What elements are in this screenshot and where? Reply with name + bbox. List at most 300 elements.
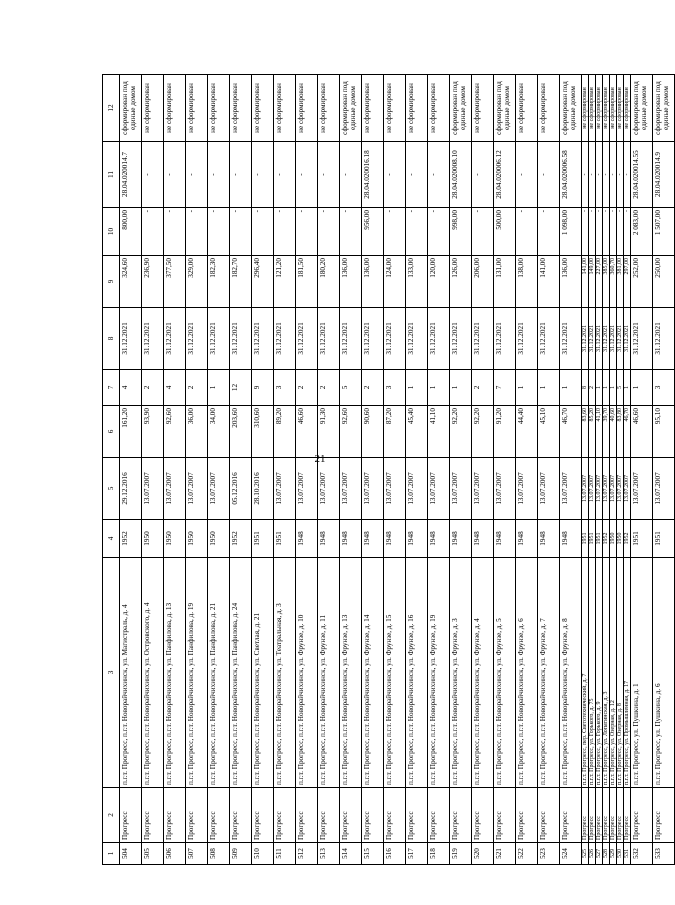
- cell-cost: 141,00: [538, 256, 560, 308]
- table-row: [274, 75, 296, 865]
- cell-cost: 182,70: [230, 256, 252, 308]
- cell-residents: 2: [296, 370, 318, 406]
- cell-area: 91,20: [494, 406, 516, 458]
- cell-date: 13.07.2007: [340, 458, 362, 520]
- cell-row-number: 523: [538, 843, 560, 865]
- cell-date: 13.07.2007: [318, 458, 340, 520]
- cell-amount: -: [589, 208, 596, 256]
- cell-row-number: 514: [340, 843, 362, 865]
- cell-status: не сформирован: [610, 75, 617, 142]
- cell-cadastral-number: 28.04.020006.12: [494, 142, 516, 208]
- column-header: 3: [103, 558, 120, 788]
- cell-settlement: Прогресс: [450, 788, 472, 843]
- cell-residents: 1: [610, 370, 617, 406]
- column-header: 11: [103, 142, 120, 208]
- table-row: [230, 75, 252, 865]
- table-row: [186, 75, 208, 865]
- cell-residents: 1: [631, 370, 653, 406]
- cell-deadline: 31.12.2021: [230, 308, 252, 370]
- table-row: [617, 75, 624, 865]
- cell-date: 13.07.2007: [406, 458, 428, 520]
- cell-date: 13.07.2007: [596, 458, 603, 520]
- cell-area: 95,10: [653, 406, 675, 458]
- cell-address: п.г.т. Прогресс, п.г.т. Новорайчихинск, ул. Панфилова, д. 19: [186, 558, 208, 788]
- cell-status: не сформирован: [186, 75, 208, 142]
- cell-row-number: 512: [296, 843, 318, 865]
- cell-status: сформирован под единые домом: [450, 75, 472, 142]
- cell-address: п.г.т. Прогресс, п.г.т. Новорайчихинск, ул. Фрунзе, д. 3: [450, 558, 472, 788]
- cell-area: 90,60: [362, 406, 384, 458]
- cell-cost: 131,00: [494, 256, 516, 308]
- cell-cost: 138,00: [516, 256, 538, 308]
- column-header: 8: [103, 308, 120, 370]
- cell-settlement: Прогресс: [296, 788, 318, 843]
- table-row: [582, 75, 589, 865]
- cell-area: 36,00: [186, 406, 208, 458]
- cell-row-number: 531: [624, 843, 631, 865]
- cell-address: п.г.т. Прогресс, п.г.т. Новорайчихинск, ул. Островского, д. 4: [142, 558, 164, 788]
- cell-residents: 9: [252, 370, 274, 406]
- cell-cost: 377,50: [164, 256, 186, 308]
- cell-deadline: 31.12.2021: [596, 308, 603, 370]
- cell-cost: 120,00: [428, 256, 450, 308]
- cell-area: 83,60: [582, 406, 589, 458]
- cell-settlement: Прогресс: [494, 788, 516, 843]
- cell-deadline: 31.12.2021: [624, 308, 631, 370]
- cell-cost: 180,20: [318, 256, 340, 308]
- table-row: [472, 75, 494, 865]
- cell-residents: 1: [450, 370, 472, 406]
- cell-cost: 236,90: [142, 256, 164, 308]
- cell-cadastral-number: -: [624, 142, 631, 208]
- cell-residents: 8: [582, 370, 589, 406]
- cell-status: не сформирован: [624, 75, 631, 142]
- cell-row-number: 517: [406, 843, 428, 865]
- cell-cadastral-number: -: [296, 142, 318, 208]
- cell-year-built: 1951: [582, 520, 589, 558]
- cell-residents: 1: [538, 370, 560, 406]
- cell-deadline: 31.12.2021: [450, 308, 472, 370]
- cell-date: 13.07.2007: [582, 458, 589, 520]
- cell-row-number: 522: [516, 843, 538, 865]
- cell-date: 13.07.2007: [472, 458, 494, 520]
- cell-row-number: 519: [450, 843, 472, 865]
- page-number: 21: [314, 453, 326, 465]
- table-row: [384, 75, 406, 865]
- cell-residents: 2: [589, 370, 596, 406]
- cell-settlement: Прогресс: [582, 788, 589, 843]
- cell-status: сформирован под единые домом: [560, 75, 582, 142]
- cell-deadline: 31.12.2021: [318, 308, 340, 370]
- cell-address: п.г.т. Прогресс, пер. Светотехнический, д. 7: [582, 558, 589, 788]
- cell-row-number: 511: [274, 843, 296, 865]
- cell-settlement: Прогресс: [610, 788, 617, 843]
- cell-cost: 250,00: [653, 256, 675, 308]
- table-row: [538, 75, 560, 865]
- cell-amount: -: [384, 208, 406, 256]
- cell-status: не сформирован: [538, 75, 560, 142]
- cell-date: 13.07.2007: [560, 458, 582, 520]
- cell-date: 13.07.2007: [617, 458, 624, 520]
- table-row: [208, 75, 230, 865]
- cell-cost: 126,00: [450, 256, 472, 308]
- cell-row-number: 505: [142, 843, 164, 865]
- cell-cost: 360,70: [610, 256, 617, 308]
- cell-year-built: 1950: [142, 520, 164, 558]
- housing-table: [102, 74, 675, 865]
- cell-deadline: 31.12.2021: [406, 308, 428, 370]
- cell-cadastral-number: -: [164, 142, 186, 208]
- cell-amount: -: [230, 208, 252, 256]
- cell-cadastral-number: -: [472, 142, 494, 208]
- cell-cost: 121,20: [274, 256, 296, 308]
- cell-row-number: 509: [230, 843, 252, 865]
- cell-cadastral-number: 28.04.020006.58: [560, 142, 582, 208]
- cell-amount: -: [296, 208, 318, 256]
- cell-cadastral-number: -: [274, 142, 296, 208]
- cell-settlement: Прогресс: [208, 788, 230, 843]
- table-row: [624, 75, 631, 865]
- cell-deadline: 31.12.2021: [164, 308, 186, 370]
- cell-cost: 124,00: [384, 256, 406, 308]
- cell-settlement: Прогресс: [516, 788, 538, 843]
- cell-cost: 136,00: [340, 256, 362, 308]
- cell-settlement: Прогресс: [653, 788, 675, 843]
- cell-residents: 2: [362, 370, 384, 406]
- cell-area: 93,90: [142, 406, 164, 458]
- cell-cost: 296,40: [252, 256, 274, 308]
- cell-date: 29.12.2016: [120, 458, 142, 520]
- cell-residents: 1: [560, 370, 582, 406]
- table-row: [296, 75, 318, 865]
- cell-row-number: 530: [617, 843, 624, 865]
- cell-cost: 385,00: [603, 256, 610, 308]
- cell-residents: 4: [164, 370, 186, 406]
- cell-row-number: 527: [596, 843, 603, 865]
- cell-settlement: Прогресс: [617, 788, 624, 843]
- cell-residents: 1: [516, 370, 538, 406]
- cell-residents: 3: [653, 370, 675, 406]
- cell-amount: -: [274, 208, 296, 256]
- cell-settlement: Прогресс: [596, 788, 603, 843]
- cell-row-number: 510: [252, 843, 274, 865]
- cell-area: 46,60: [631, 406, 653, 458]
- cell-cadastral-number: -: [516, 142, 538, 208]
- cell-status: не сформирован: [472, 75, 494, 142]
- cell-row-number: 515: [362, 843, 384, 865]
- cell-status: сформирован под единые домом: [653, 75, 675, 142]
- cell-date: 13.07.2007: [538, 458, 560, 520]
- cell-area: 44,40: [516, 406, 538, 458]
- cell-status: не сформирован: [384, 75, 406, 142]
- cell-deadline: 31.12.2021: [252, 308, 274, 370]
- cell-status: не сформирован: [516, 75, 538, 142]
- table-row: [596, 75, 603, 865]
- cell-date: 13.07.2007: [494, 458, 516, 520]
- cell-year-built: 1951: [252, 520, 274, 558]
- cell-area: 46,60: [296, 406, 318, 458]
- cell-cadastral-number: 28.04.020016.18: [362, 142, 384, 208]
- cell-cost: 133,00: [406, 256, 428, 308]
- cell-residents: 2: [472, 370, 494, 406]
- cell-residents: 4: [120, 370, 142, 406]
- cell-residents: 1: [428, 370, 450, 406]
- cell-cadastral-number: 28.04.020014.7: [120, 142, 142, 208]
- cell-address: п.г.т. Прогресс, п.г.т. Новорайчихинск, ул. Фрунзе, д. 5: [494, 558, 516, 788]
- cell-cost: 149,00: [589, 256, 596, 308]
- cell-address: п.г.т. Прогресс, п.г.т. Новорайчихинск, ул. Театральная, д. 3: [274, 558, 296, 788]
- cell-cost: 297,00: [624, 256, 631, 308]
- cell-area: 203,60: [230, 406, 252, 458]
- column-header: 5: [103, 458, 120, 520]
- cell-amount: -: [538, 208, 560, 256]
- cell-year-built: 1950: [186, 520, 208, 558]
- cell-cadastral-number: -: [340, 142, 362, 208]
- cell-area: 92,20: [472, 406, 494, 458]
- table-row: [406, 75, 428, 865]
- cell-date: 13.07.2007: [186, 458, 208, 520]
- cell-year-built: 1948: [384, 520, 406, 558]
- table-row: [340, 75, 362, 865]
- cell-date: 13.07.2007: [296, 458, 318, 520]
- table-row: [653, 75, 675, 865]
- cell-amount: -: [617, 208, 624, 256]
- cell-area: 41,10: [428, 406, 450, 458]
- column-header: 2: [103, 788, 120, 843]
- cell-year-built: 1952: [624, 520, 631, 558]
- cell-row-number: 520: [472, 843, 494, 865]
- cell-year-built: 1951: [653, 520, 675, 558]
- cell-deadline: 31.12.2021: [538, 308, 560, 370]
- cell-address: п.г.т. Прогресс, ул. Горького, д. 9: [596, 558, 603, 788]
- cell-cadastral-number: -: [582, 142, 589, 208]
- table-row: [120, 75, 142, 865]
- table-row: [142, 75, 164, 865]
- cell-address: п.г.т. Прогресс, ул. Горького, д. 75: [589, 558, 596, 788]
- cell-amount: -: [582, 208, 589, 256]
- cell-status: не сформирован: [274, 75, 296, 142]
- cell-settlement: Прогресс: [186, 788, 208, 843]
- cell-deadline: 31.12.2021: [274, 308, 296, 370]
- cell-year-built: 1948: [362, 520, 384, 558]
- column-header: 1: [103, 843, 120, 865]
- table-row: [428, 75, 450, 865]
- cell-amount: 956,00: [362, 208, 384, 256]
- cell-cadastral-number: 28.04.020014.9: [653, 142, 675, 208]
- cell-cost: 136,00: [362, 256, 384, 308]
- cell-row-number: 507: [186, 843, 208, 865]
- header-row: [103, 75, 120, 865]
- cell-settlement: Прогресс: [406, 788, 428, 843]
- cell-date: 13.07.2007: [164, 458, 186, 520]
- cell-settlement: Прогресс: [384, 788, 406, 843]
- table-row: [610, 75, 617, 865]
- table-row: [631, 75, 653, 865]
- cell-year-built: 1950: [617, 520, 624, 558]
- cell-area: 40,60: [610, 406, 617, 458]
- cell-settlement: Прогресс: [164, 788, 186, 843]
- cell-cost: 206,00: [472, 256, 494, 308]
- cell-status: не сформирован: [596, 75, 603, 142]
- cell-residents: 5: [617, 370, 624, 406]
- cell-status: не сформирован: [252, 75, 274, 142]
- cell-row-number: 508: [208, 843, 230, 865]
- cell-row-number: 525: [582, 843, 589, 865]
- cell-residents: 1: [406, 370, 428, 406]
- cell-deadline: 31.12.2021: [186, 308, 208, 370]
- cell-status: не сформирован: [318, 75, 340, 142]
- cell-settlement: Прогресс: [318, 788, 340, 843]
- column-header: 4: [103, 520, 120, 558]
- cell-amount: -: [472, 208, 494, 256]
- cell-date: 13.07.2007: [631, 458, 653, 520]
- cell-amount: 2 083,00: [631, 208, 653, 256]
- cell-amount: -: [164, 208, 186, 256]
- cell-row-number: 516: [384, 843, 406, 865]
- cell-settlement: Прогресс: [120, 788, 142, 843]
- cell-cost: 324,60: [120, 256, 142, 308]
- cell-deadline: 31.12.2021: [472, 308, 494, 370]
- cell-deadline: 31.12.2021: [208, 308, 230, 370]
- cell-year-built: 1951: [631, 520, 653, 558]
- cell-year-built: 1952: [230, 520, 252, 558]
- cell-year-built: 1952: [120, 520, 142, 558]
- cell-area: 89,20: [274, 406, 296, 458]
- cell-year-built: 1948: [340, 520, 362, 558]
- cell-address: п.г.т. Прогресс, п.г.т. Новорайчихинск, ул. Светлая, д. 21: [252, 558, 274, 788]
- cell-amount: -: [428, 208, 450, 256]
- cell-date: 13.07.2007: [450, 458, 472, 520]
- cell-address: п.г.т. Прогресс, п.г.т. Новорайчихинск, ул. Фрунзе, д. 7: [538, 558, 560, 788]
- table-row: [362, 75, 384, 865]
- table-row: [450, 75, 472, 865]
- cell-deadline: 31.12.2021: [582, 308, 589, 370]
- cell-amount: 998,00: [450, 208, 472, 256]
- cell-year-built: 1950: [610, 520, 617, 558]
- cell-cadastral-number: -: [384, 142, 406, 208]
- cell-amount: -: [596, 208, 603, 256]
- cell-address: п.г.т. Прогресс, ул. Лопатинская, д. 3: [603, 558, 610, 788]
- cell-area: 41,10: [596, 406, 603, 458]
- cell-row-number: 513: [318, 843, 340, 865]
- cell-cost: 381,00: [617, 256, 624, 308]
- cell-residents: 3: [274, 370, 296, 406]
- cell-year-built: 1948: [450, 520, 472, 558]
- table-row: [164, 75, 186, 865]
- cell-deadline: 31.12.2021: [631, 308, 653, 370]
- cell-address: п.г.т. Прогресс, ул. Озерная, д. 12: [610, 558, 617, 788]
- cell-address: п.г.т. Прогресс, п.г.т. Новорайчихинск, ул. Фрунзе, д. 11: [318, 558, 340, 788]
- cell-cadastral-number: -: [617, 142, 624, 208]
- cell-status: не сформирован: [142, 75, 164, 142]
- cell-area: 87,20: [384, 406, 406, 458]
- cell-deadline: 31.12.2021: [653, 308, 675, 370]
- cell-amount: 500,00: [494, 208, 516, 256]
- cell-settlement: Прогресс: [538, 788, 560, 843]
- cell-status: сформирован под единые домом: [120, 75, 142, 142]
- cell-cadastral-number: -: [252, 142, 274, 208]
- cell-deadline: 31.12.2021: [296, 308, 318, 370]
- cell-settlement: Прогресс: [340, 788, 362, 843]
- cell-amount: -: [186, 208, 208, 256]
- cell-date: 13.07.2007: [142, 458, 164, 520]
- cell-cadastral-number: -: [603, 142, 610, 208]
- cell-area: 83,80: [617, 406, 624, 458]
- cell-year-built: 1948: [406, 520, 428, 558]
- cell-area: 161,20: [120, 406, 142, 458]
- cell-status: не сформирован: [406, 75, 428, 142]
- cell-cadastral-number: -: [428, 142, 450, 208]
- table-row: [560, 75, 582, 865]
- cell-amount: -: [603, 208, 610, 256]
- cell-address: п.г.т. Прогресс, п.г.т. Новорайчихинск, ул. Панфилова, д. 21: [208, 558, 230, 788]
- cell-area: 92,60: [340, 406, 362, 458]
- cell-area: 92,20: [450, 406, 472, 458]
- cell-settlement: Прогресс: [560, 788, 582, 843]
- table-row: [589, 75, 596, 865]
- cell-status: не сформирован: [603, 75, 610, 142]
- cell-cost: 182,30: [208, 256, 230, 308]
- cell-year-built: 1950: [164, 520, 186, 558]
- cell-address: п.г.т. Прогресс, п.г.т. Новорайчихинск, ул. Фрунзе, д. 6: [516, 558, 538, 788]
- cell-area: 45,10: [538, 406, 560, 458]
- table-row: [494, 75, 516, 865]
- cell-deadline: 31.12.2021: [617, 308, 624, 370]
- cell-settlement: Прогресс: [252, 788, 274, 843]
- cell-cadastral-number: -: [186, 142, 208, 208]
- cell-year-built: 1950: [208, 520, 230, 558]
- column-header: 10: [103, 208, 120, 256]
- cell-year-built: 1948: [296, 520, 318, 558]
- cell-deadline: 31.12.2021: [384, 308, 406, 370]
- cell-cost: 252,00: [631, 256, 653, 308]
- cell-address: п.г.т. Прогресс, п.г.т. Новорайчихинск, ул. Панфилова, д. 13: [164, 558, 186, 788]
- cell-amount: -: [318, 208, 340, 256]
- cell-cost: 181,50: [296, 256, 318, 308]
- cell-settlement: Прогресс: [230, 788, 252, 843]
- cell-residents: 1: [603, 370, 610, 406]
- rotated-table-container: [102, 81, 671, 865]
- cell-year-built: 1951: [589, 520, 596, 558]
- cell-settlement: Прогресс: [631, 788, 653, 843]
- cell-date: 05.12.2016: [230, 458, 252, 520]
- cell-cost: 227,00: [596, 256, 603, 308]
- cell-deadline: 31.12.2021: [610, 308, 617, 370]
- cell-residents: 2: [318, 370, 340, 406]
- cell-amount: -: [252, 208, 274, 256]
- cell-cadastral-number: 28.04.020008.10: [450, 142, 472, 208]
- cell-cadastral-number: -: [589, 142, 596, 208]
- cell-amount: -: [406, 208, 428, 256]
- cell-status: не сформирован: [362, 75, 384, 142]
- cell-deadline: 31.12.2021: [494, 308, 516, 370]
- cell-status: не сформирован: [428, 75, 450, 142]
- cell-address: п.г.т. Прогресс, ул. Промышленная, д. 17: [624, 558, 631, 788]
- cell-row-number: 524: [560, 843, 582, 865]
- cell-deadline: 31.12.2021: [120, 308, 142, 370]
- cell-area: 92,60: [164, 406, 186, 458]
- cell-row-number: 504: [120, 843, 142, 865]
- cell-residents: 2: [142, 370, 164, 406]
- cell-deadline: 31.12.2021: [603, 308, 610, 370]
- cell-year-built: 1948: [428, 520, 450, 558]
- cell-year-built: 1951: [596, 520, 603, 558]
- cell-date: 13.07.2007: [274, 458, 296, 520]
- cell-residents: 1: [596, 370, 603, 406]
- cell-area: 310,60: [252, 406, 274, 458]
- cell-amount: 800,00: [120, 208, 142, 256]
- cell-cost: 136,00: [560, 256, 582, 308]
